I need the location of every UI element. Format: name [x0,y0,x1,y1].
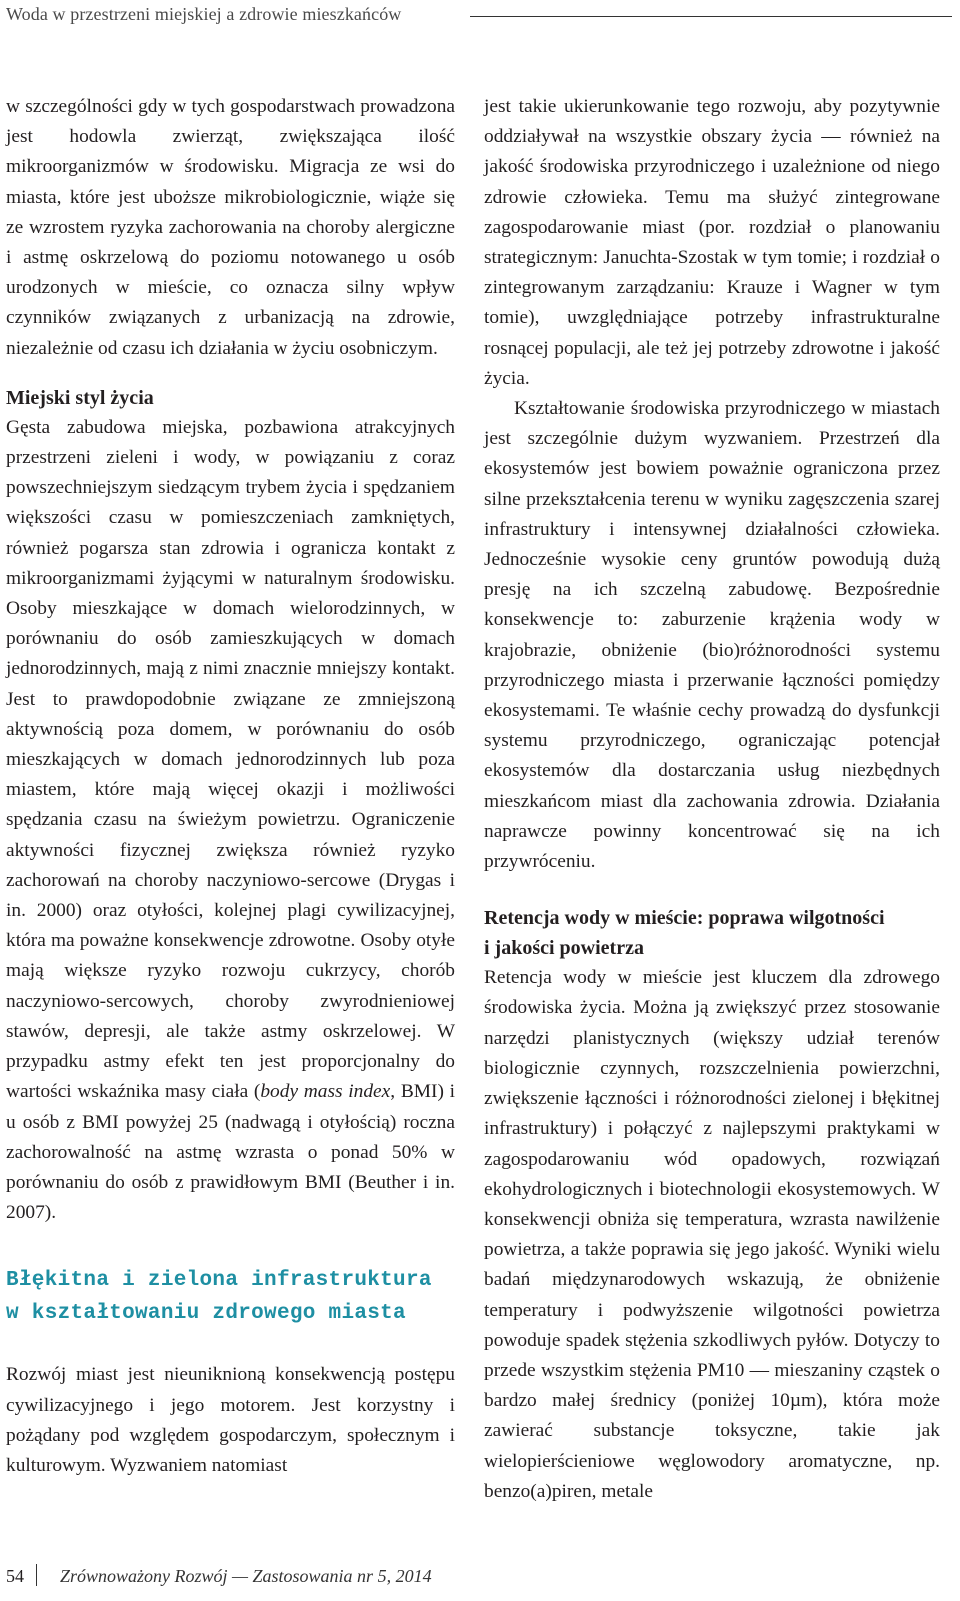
bmi-term: body mass index [260,1081,391,1103]
right-paragraph-2: Kształtowanie środowiska przyrodniczego w miastach jest szczególnie dużym wyzwaniem. Przestrzeń dla ekosystemów jest bowiem poważnie ograniczona przez silne przekształcenia terenu w wyniku zagęszczenia szarej infrastruktury i intensywnej działalności człowieka. Jednocześnie wysokie ceny gruntów powodują dużą presję na ich szczelną zabudowę. Bezpośrednie konsekwencje to: zaburzenie krążenia wody w krajobrazie, obniżenie (bio)różnorodności systemu przyrodniczego miasta i przerwanie łączności pomiędzy ekosystemami. Te właśnie cechy prowadzą do dysfunkcji systemu przyrodniczego, ograniczając potencjał ekosystemów dla dostarczania usług niezbędnych mieszkańcom miast dla zachowania zdrowia. Działania naprawcze powinny koncentrować się na ich przywróceniu. [484,398,940,873]
right-paragraph-1: jest takie ukierunkowanie tego rozwoju, aby pozytywnie oddziaływał na wszystkie obszary życia — również na jakość środowiska przyrodniczego i uzależnione od niego zdrowie człowieka. Temu ma służyć zintegrowane zagospodarowanie miast (por. rozdział o planowaniu strategicznym: Januchta-Szostak w tym tomie; i rozdział o zintegrowanym zarządzaniu: Krauze i Wagner w tym tomie), uwzględniające potrzeby infrastrukturalne rosnącej populacji, ale też jej potrzeby zdrowotne i jakość życia. [484,96,940,389]
subheading-water-retention [484,903,940,963]
journal-title: Zrównoważony Rozwój — Zastosowania nr 5, 2014 [60,1566,432,1586]
left-column [6,92,455,1481]
section-heading [6,1264,455,1330]
footer-divider [36,1564,37,1586]
subheading-line-2: i jakości powietrza [484,937,644,960]
page-number: 54 [6,1566,24,1586]
section-heading-line-1: Błękitna i zielona infrastruktura [6,1269,432,1293]
intro-paragraph: w szczególności gdy w tych gospodarstwach prowadzona jest hodowla zwierząt, zwiększająca ilość mikroorganizmów w środowisku. Migracja ze wsi do miasta, które jest uboższe mikrobiologicznie, wiąże się ze wzrostem ryzyka zachorowania na choroby alergiczne i astmę oskrzelową do poziomu notowanego u osób urodzonych w mieście, co oznacza silny wpływ czynników związanych z urbanizacją na zdrowie, niezależnie od czasu ich działania w życiu osobniczym. [6,96,455,359]
lifestyle-paragraph [6,413,455,1228]
running-title: Woda w przestrzeni miejskiej a zdrowie mieszkańców [6,4,402,24]
lifestyle-text-1: Gęsta zabudowa miejska, pozbawiona atrakcyjnych przestrzeni zieleni i wody, w powiązaniu z coraz powszechniejszym siedzącym trybem życia i spędzaniem większości czasu w pomieszczeniach zamkniętych, również pogarsza stan zdrowia i ogranicza kontakt z mikroorganizmami żyjącymi w naturalnym środowisku. Osoby mieszkające w domach wielorodzinnych, w porównaniu do osób zamieszkujących w domach jednorodzinnych, mają z nimi znacznie mniejszy kontakt. Jest to prawdopodobnie związane ze zmniejszoną aktywnością poza domem, w porównaniu do osób mieszkających w domach jednorodzinnych lub poza miastem, które mają więcej okazji i możliwości spędzania czasu na świeżym powietrzu. Ograniczenie aktywności fizycznej zwiększa również ryzyko zachorowań na choroby naczyniowo-sercowe (Drygas i in. 2000) oraz otyłości, kolejnej plagi cywilizacyjnej, która ma poważne konsekwencje zdrowotne. Osoby otyłe mają większe ryzyko rozwoju cukrzycy, chorób naczyniowo-sercowych, choroby zwyrodnieniowej stawów, depresji, ale także astmy oskrzelowej. W przypadku astmy efekt ten jest proporcjonalny do wartości wskaźnika masy ciała ( [6,416,455,1103]
subheading-line-1: Retencja wody w mieście: poprawa wilgotności [484,907,885,930]
lifestyle-text-2: , BMI) i u osób z BMI powyżej 25 (nadwagą i otyłością) roczna zachorowalność na astmę wzrasta o ponad 50% w porównaniu do osób z prawidłowym BMI (Beuther i in. 2007). [6,1081,456,1224]
header-rule [470,16,952,17]
subheading-urban-lifestyle: Miejski styl życia [6,386,154,409]
right-column [484,92,940,1507]
section-paragraph: Rozwój miast jest nieuniknioną konsekwencją postępu cywilizacyjnego i jego motorem. Jest korzystny i pożądany pod względem gospodarczym, społecznym i kulturowym. Wyzwaniem natomiast [6,1364,455,1476]
section-heading-line-2: w kształtowaniu zdrowego miasta [6,1302,406,1326]
right-paragraph-3: Retencja wody w mieście jest kluczem dla zdrowego środowiska życia. Można ją zwiększyć przez stosowanie narzędzi planistycznych (większy udział terenów biologicznie czynnych, rozszczelnienia powierzchni, zwiększenie łączności i różnorodności zielonej i błękitnej infrastruktury) i połączyć z najlepszymi praktykami w zagospodarowaniu wód opadowych, rozwiązań ekohydrologicznych i biotechnologii ekosystemowych. W konsekwencji obniża się temperatura, wzrasta nawilżenie powietrza, a także poprawia się jego jakość. Wyniki wielu badań międzynarodowych wskazują, że obniżenie temperatury i podwyższenie wilgotności powietrza powoduje spadek stężenia szkodliwych pyłów. Dotyczy to przede wszystkim stężenia PM10 — mieszaniny cząstek o bardzo małej średnicy (poniżej 10µm), która może zawierać substancje toksyczne, takie jak wielopierścieniowe węglowodory aromatyczne, np. benzo(a)piren, metale [484,967,940,1502]
